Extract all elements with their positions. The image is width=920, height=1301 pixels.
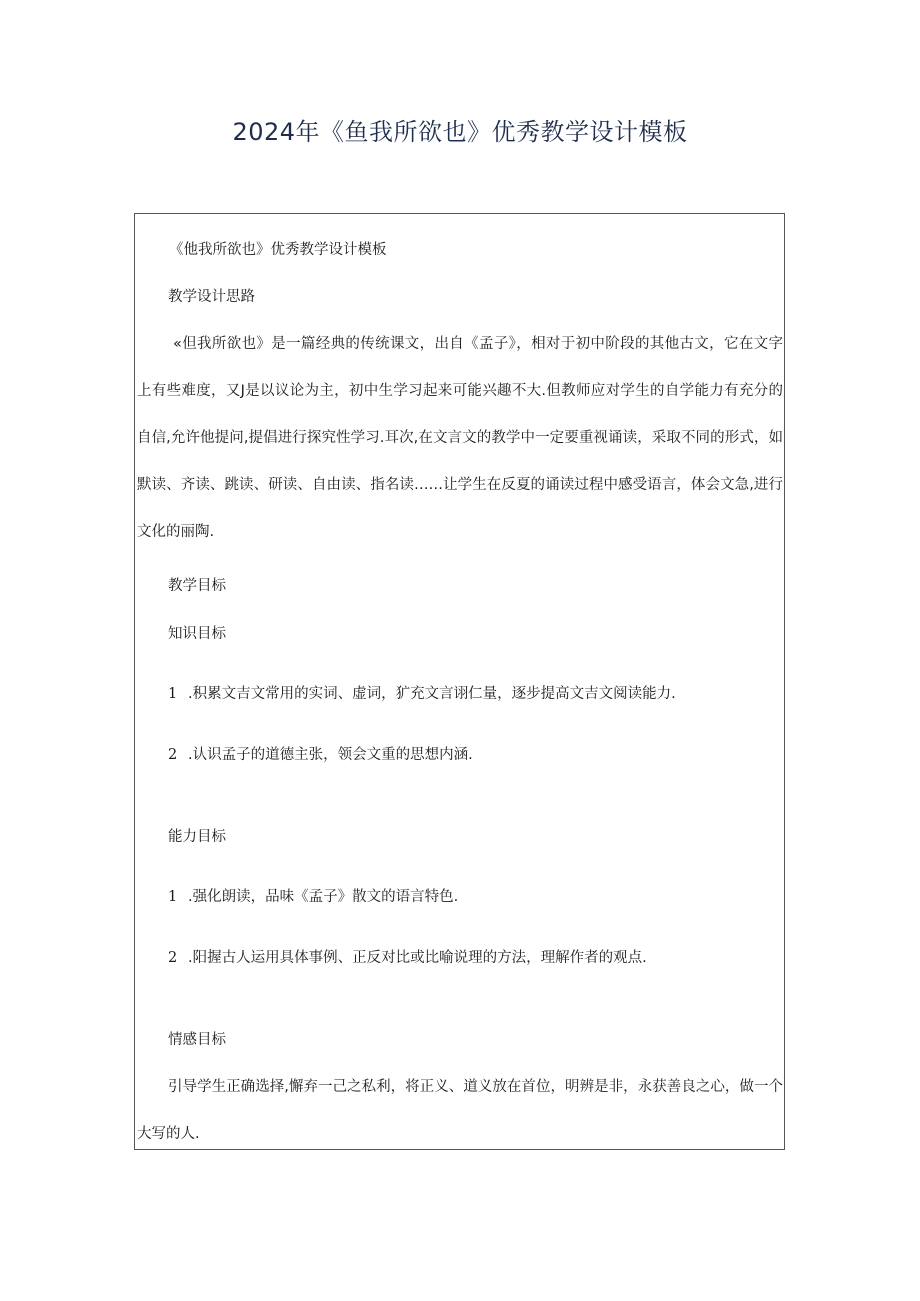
list-item [168, 948, 647, 968]
list-item [168, 684, 676, 704]
paragraph-line: 文化的丽陶. [137, 524, 215, 540]
subheading-knowledge: 知识目标 [168, 626, 226, 642]
document-title: 2024年《鱼我所欲也》优秀教学设计模板 [232, 118, 688, 146]
list-item [168, 745, 473, 765]
subheading-emotion: 情感目标 [168, 1032, 226, 1048]
paragraph-line: 自信,允许他提问,提倡进行探究性学习.耳次,在文言文的教学中一定要重视诵读，采取不同的形式，如 [137, 430, 783, 446]
content-box [134, 213, 785, 1150]
paragraph-line: 引导学生正确选择,懈弃一己之私利，将正义、道义放在首位，明辨是非，永获善良之心，做一个 [168, 1079, 783, 1095]
subheading-ability: 能力目标 [168, 829, 226, 845]
list-item-text: .积累文吉文常用的实词、虚词，犷充文言诩仁量，逐步提高文吉文阅读能力. [188, 686, 676, 702]
paragraph-line: «但我所欲也》是一篇经典的传统课文，出自《孟子》，相对于初中阶段的其他古文，它在文字 [173, 336, 783, 352]
emotion-paragraph [137, 1064, 783, 1158]
list-item-number: 1 [168, 686, 178, 702]
list-item-text: .认识孟子的道德主张，领会文重的思想内涵. [188, 747, 473, 763]
list-item-text: .阳握古人运用具体事例、正反对比或比喻说理的方法，理解作者的观点. [188, 950, 647, 966]
list-item-number: 1 [168, 889, 178, 905]
list-item-text: .强化朗读，品味《孟子》散文的语言特色. [188, 889, 459, 905]
paragraph-line: 默读、齐读、跳读、研读、自由读、指名读……让学生在反夏的诵读过程中感受语言，体会文急,进行 [137, 477, 783, 493]
design-paragraph [137, 321, 783, 556]
list-item-number: 2 [168, 950, 178, 966]
section-heading-goals: 教学目标 [168, 578, 226, 594]
section-heading-design: 教学设计思路 [168, 289, 255, 305]
document-subtitle: 《他我所欲也》优秀教学设计模板 [169, 242, 387, 258]
list-item-number: 2 [168, 747, 178, 763]
list-item [168, 887, 458, 907]
paragraph-line: 上有些难度，又J是以议论为主，初中生学习起来可能兴趣不大.但教师应对学生的自学能力有充分的 [137, 383, 783, 399]
paragraph-line: 大写的人. [137, 1126, 200, 1142]
